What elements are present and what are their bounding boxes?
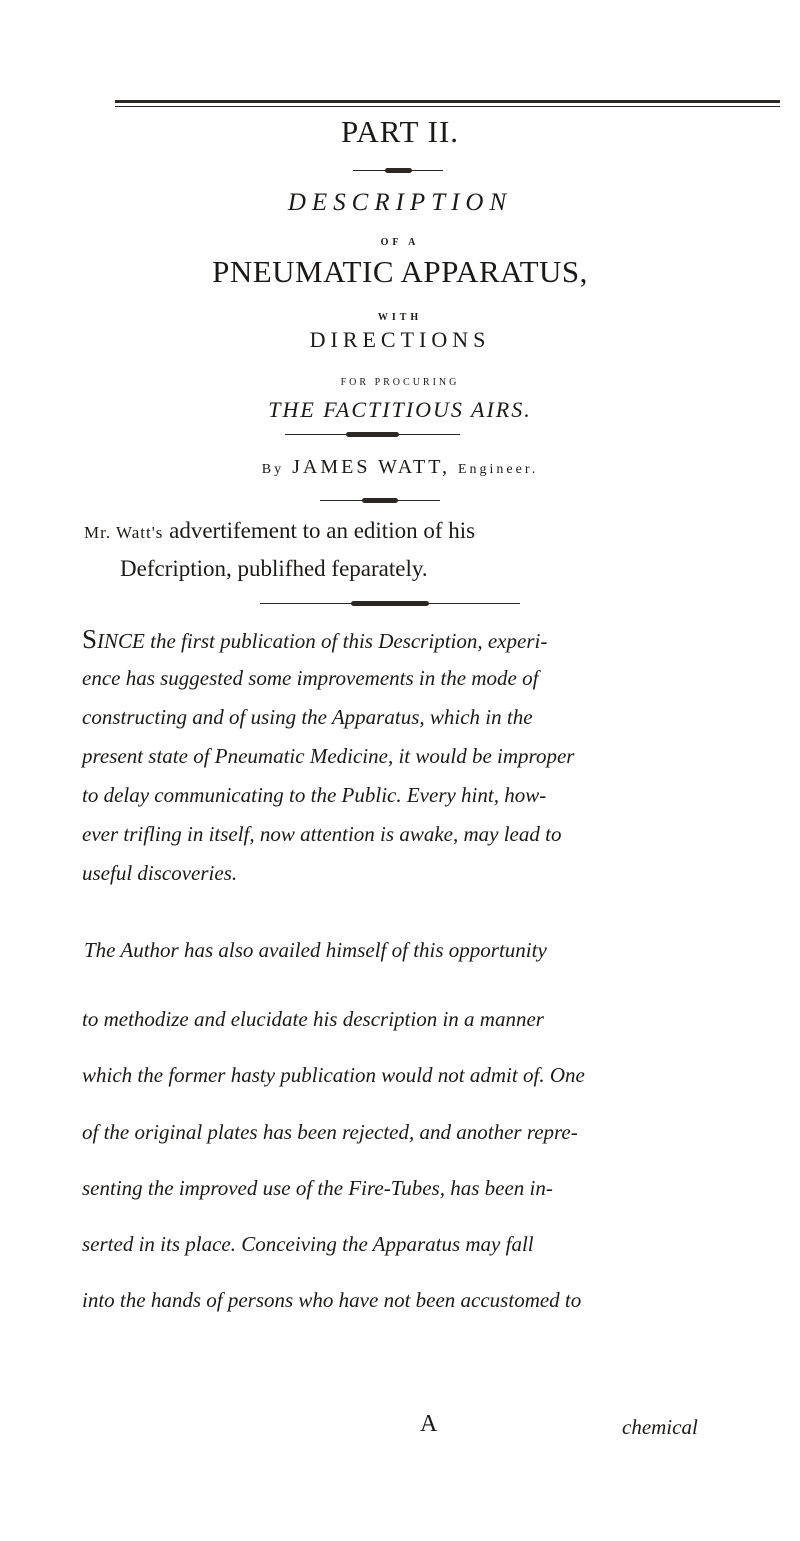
advertisement-line-2: Defcription, publifhed feparately.	[120, 556, 428, 581]
top-double-rule-thick	[115, 100, 780, 103]
description-heading: DESCRIPTION	[287, 189, 513, 216]
advertisement-lead: Mr. Watt's	[84, 523, 164, 542]
factitious-airs-heading: THE FACTITIOUS AIRS.	[268, 397, 532, 422]
ornament-rule-4	[260, 601, 520, 607]
ornament-rule-1	[353, 168, 443, 174]
paragraph1-line-4: present state of Pneumatic Medicine, it would be improper	[82, 744, 575, 768]
author-title: Engineer.	[457, 462, 539, 477]
paragraph2-line-6: serted in its place. Conceiving the Apparatus may fall	[82, 1232, 534, 1256]
drop-cap: S	[82, 624, 98, 654]
paragraph1-line-6: ever trifling in itself, now attention is awake, may lead to	[82, 822, 562, 846]
of-a-line: OF A	[380, 237, 420, 248]
paragraph1-line-1-text: INCE the first publication of this Description, experi-	[97, 629, 548, 653]
paragraph1-line-3: constructing and of using the Apparatus, which in the	[82, 705, 533, 729]
catchword: chemical	[622, 1415, 698, 1439]
ornament-rule-2	[285, 432, 460, 438]
paragraph2-line-4: of the original plates has been rejected, and another repre-	[82, 1120, 578, 1144]
advertisement-line-1	[84, 515, 475, 549]
paragraph1-line-1	[82, 624, 547, 656]
signature-mark: A	[420, 1411, 438, 1437]
top-double-rule-thin	[115, 106, 780, 107]
paragraph2-line-3: which the former hasty publication would not admit of. One	[82, 1063, 585, 1087]
advertisement-rest: advertifement to an edition of his	[163, 518, 476, 543]
directions-heading: DIRECTIONS	[309, 327, 491, 352]
paragraph2-line-7: into the hands of persons who have not been accustomed to	[82, 1288, 582, 1312]
apparatus-heading: PNEUMATIC APPARATUS,	[212, 254, 588, 289]
paragraph1-line-5: to delay communicating to the Public. Every hint, how-	[82, 783, 547, 807]
author-name: JAMES WATT,	[292, 456, 450, 478]
paragraph2-line-1: The Author has also availed himself of this opportunity	[84, 938, 547, 962]
paragraph2-line-2: to methodize and elucidate his description in a manner	[82, 1007, 544, 1031]
part-heading: PART II.	[340, 114, 460, 149]
by-word: By	[261, 462, 285, 477]
for-procuring-line: FOR PROCURING	[340, 377, 460, 388]
paragraph2-line-5: senting the improved use of the Fire-Tubes, has been in-	[82, 1176, 553, 1200]
author-line	[0, 452, 800, 485]
paragraph1-line-2: ence has suggested some improvements in the mode of	[82, 666, 539, 690]
ornament-rule-3	[320, 498, 440, 504]
with-line: WITH	[377, 312, 423, 323]
paragraph1-line-7: useful discoveries.	[82, 861, 238, 885]
